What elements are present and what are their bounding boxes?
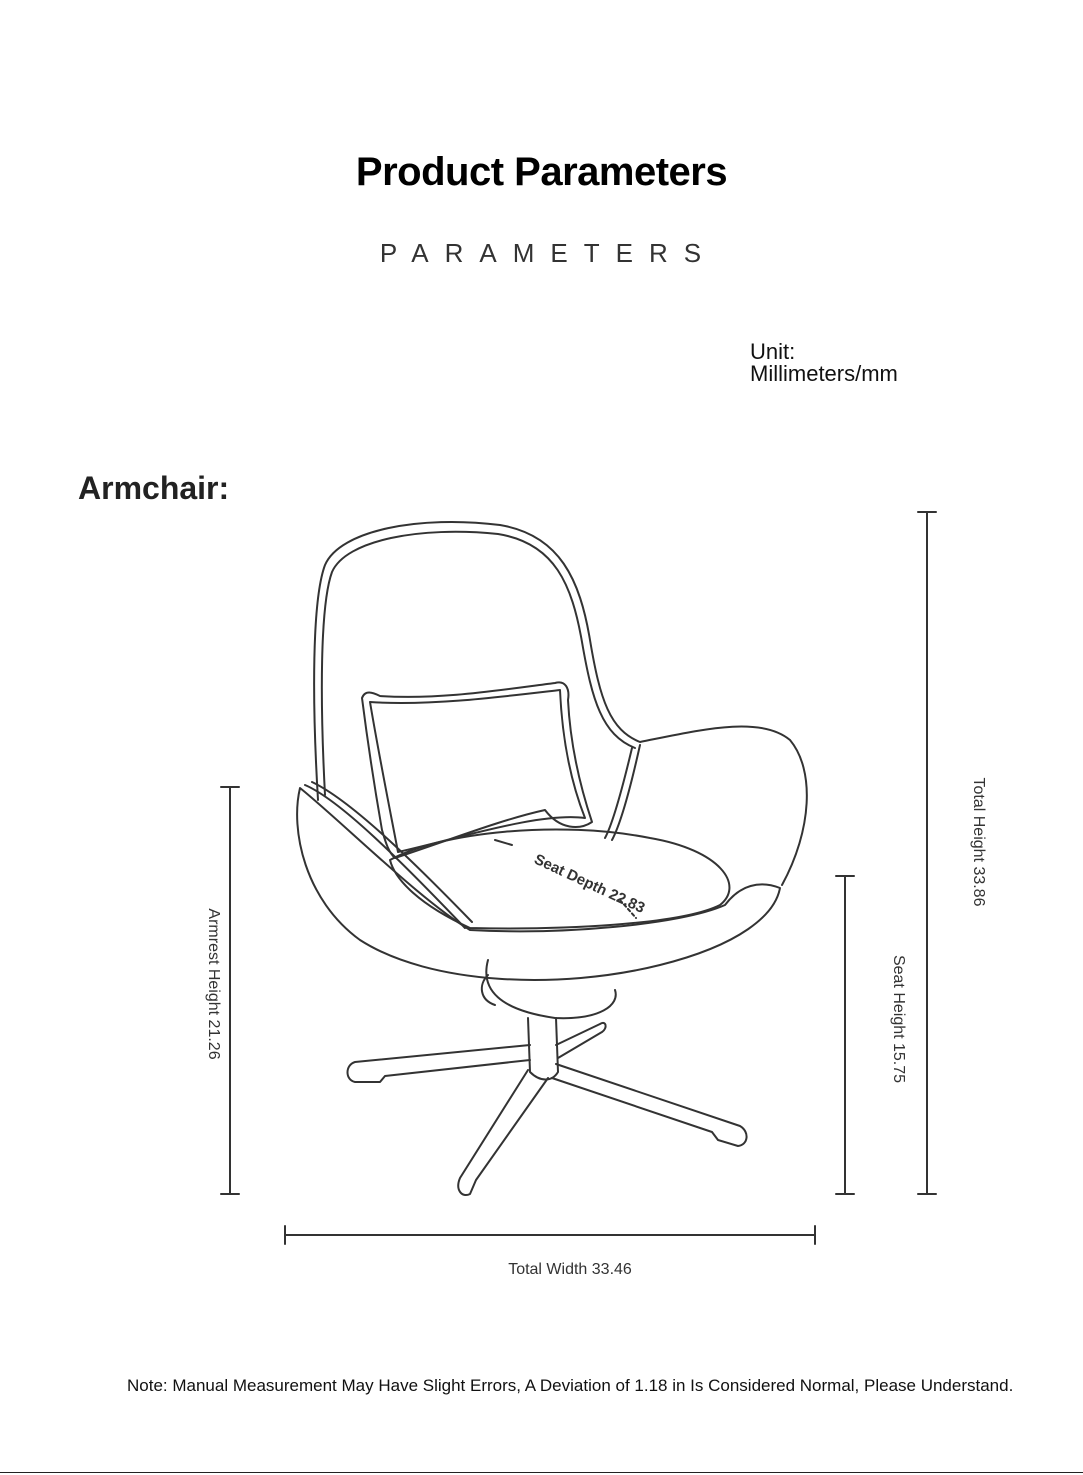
chair-underseat-side — [482, 975, 495, 1005]
page-title: Product Parameters — [355, 150, 728, 194]
chair-shell-rim-2 — [312, 782, 472, 922]
total-height-label: Total Height 33.86 — [970, 777, 987, 907]
unit-value: Millimeters/mm — [750, 361, 898, 386]
armrest-height-dimension-line — [221, 787, 239, 1194]
measurement-note: Note: Manual Measurement May Have Slight Errors, A Deviation of 1.18 in Is Considered Normal, Please Understand. — [127, 1376, 1014, 1395]
page-subtitle: PARAMETERS — [379, 238, 718, 268]
armrest-height-label: Armrest Height 21.26 — [205, 908, 222, 1060]
chair-pillow-seam — [370, 690, 585, 852]
section-title: Armchair: — [78, 470, 230, 506]
chair-pedestal — [528, 1018, 558, 1080]
chair-leg-left — [348, 1045, 531, 1082]
total-height-dimension-line — [918, 512, 936, 1194]
seat-depth-label: Seat Depth 22.83 — [531, 850, 648, 917]
seat-height-dimension-line — [836, 876, 854, 1194]
chair-shell-front — [297, 788, 780, 980]
chair-shell-rim — [305, 785, 465, 928]
chair-leg-right-back — [556, 1023, 606, 1058]
total-width-label: Total Width 33.46 — [508, 1261, 632, 1278]
chair-leg-right-front — [552, 1064, 747, 1146]
seat-height-label: Seat Height 15.75 — [890, 954, 907, 1084]
chair-arm-inner — [612, 745, 640, 840]
total-width-dimension-line — [285, 1226, 815, 1244]
unit-label: Unit: — [750, 339, 796, 364]
chair-backrest-inner — [322, 532, 635, 795]
chair-underseat — [486, 960, 615, 1018]
bottom-divider — [0, 1472, 1083, 1473]
chair-leg-front — [458, 1070, 548, 1195]
